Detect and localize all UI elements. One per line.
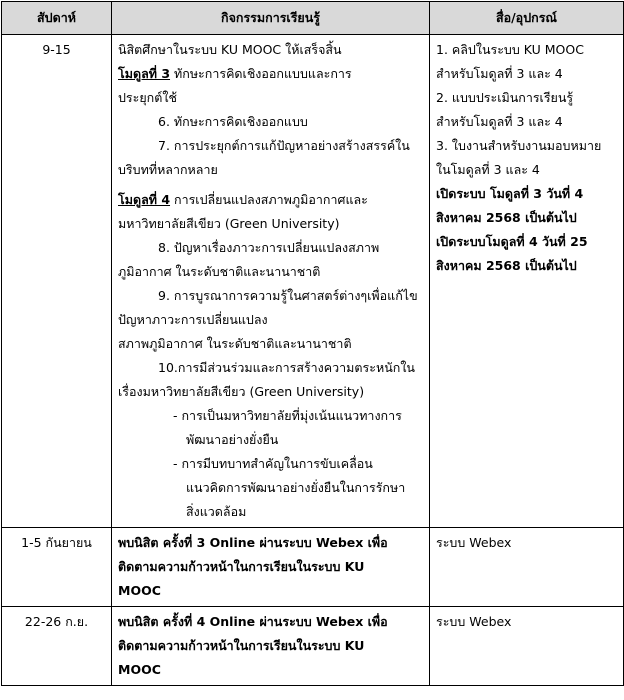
week-cell: 9-15 [2, 35, 112, 528]
media-line: สำหรับโมดูลที่ 3 และ 4 [436, 114, 563, 129]
activity-line: 10.การมีส่วนร่วมและการสร้างความตระหนักใน [158, 360, 415, 375]
module-label: โมดูลที่ 3 [118, 66, 171, 81]
media-line: เปิดระบบโมดูลที่ 4 วันที่ 25 [436, 234, 588, 249]
module-label: โมดูลที่ 4 [118, 192, 171, 207]
media-cell: ระบบ Webex [430, 607, 624, 686]
activity-cell [112, 607, 430, 686]
header-activity: กิจกรรมการเรียนรู้ [112, 2, 430, 35]
activity-line: ติดตามความก้าวหน้าในการเรียนในระบบ KU [118, 638, 365, 653]
activity-line [118, 62, 423, 86]
media-line: 3. ใบงานสำหรับงานมอบหมาย [436, 138, 602, 153]
header-week: สัปดาห์ [2, 2, 112, 35]
activity-line: พัฒนาอย่างยั่งยืน [186, 432, 279, 447]
activity-line: เรื่องมหาวิทยาลัยสีเขียว (Green University) [118, 384, 365, 399]
activity-line: สิ่งแวดล้อม [186, 504, 247, 519]
media-cell: ระบบ Webex [430, 528, 624, 607]
activity-line: ประยุกต์ใช้ [118, 90, 177, 105]
media-line: สำหรับโมดูลที่ 3 และ 4 [436, 66, 563, 81]
activity-line: พบนิสิต ครั้งที่ 4 Online ผ่านระบบ Webex เพื่อ [118, 614, 388, 629]
table-row [2, 35, 624, 528]
activity-line: 9. การบูรณาการความรู้ในศาสตร์ต่างๆเพื่อแก้ไข [158, 288, 418, 303]
week-cell: 1-5 กันยายน [2, 528, 112, 607]
activity-line: บริบทที่หลากหลาย [118, 162, 218, 177]
week-cell: 22-26 ก.ย. [2, 607, 112, 686]
activity-line: พบนิสิต ครั้งที่ 3 Online ผ่านระบบ Webex เพื่อ [118, 535, 388, 550]
activity-line: 8. ปัญหาเรื่องภาวะการเปลี่ยนแปลงสภาพ [158, 240, 380, 255]
activity-line [118, 188, 423, 212]
activity-line: ภูมิอากาศ ในระดับชาติและนานาชาติ [118, 264, 321, 279]
header-media: สื่อ/อุปกรณ์ [430, 2, 624, 35]
activity-line: นิสิตศึกษาในระบบ KU MOOC ให้เสร็จสิ้น [118, 42, 342, 57]
activity-cell [112, 35, 430, 528]
module-title: ทักษะการคิดเชิงออกแบบและการ [170, 66, 352, 81]
media-cell [430, 35, 624, 528]
activity-line: - การเป็นมหาวิทยาลัยที่มุ่งเน้นแนวทางการ [173, 408, 402, 423]
activity-line: ติดตามความก้าวหน้าในการเรียนในระบบ KU [118, 559, 365, 574]
activity-line: - การมีบทบาทสำคัญในการขับเคลื่อน [173, 456, 373, 471]
table-row [2, 528, 624, 607]
activity-cell [112, 528, 430, 607]
activity-line: 7. การประยุกต์การแก้ปัญหาอย่างสร้างสรรค์ใน [158, 138, 410, 153]
activity-line: แนวคิดการพัฒนาอย่างยั่งยืนในการรักษา [186, 480, 406, 495]
media-line: เปิดระบบ โมดูลที่ 3 วันที่ 4 [436, 186, 584, 201]
media-line: สิงหาคม 2568 เป็นต้นไป [436, 258, 577, 273]
activity-line: 6. ทักษะการคิดเชิงออกแบบ [158, 114, 308, 129]
media-line: สิงหาคม 2568 เป็นต้นไป [436, 210, 577, 225]
activity-line: MOOC [118, 662, 161, 677]
media-line: 2. แบบประเมินการเรียนรู้ [436, 90, 574, 105]
activity-line: มหาวิทยาลัยสีเขียว (Green University) [118, 216, 340, 231]
table-row [2, 607, 624, 686]
activity-line: ปัญหาภาวะการเปลี่ยนแปลง [118, 312, 268, 327]
activity-line: สภาพภูมิอากาศ ในระดับชาติและนานาชาติ [118, 336, 352, 351]
schedule-table [1, 1, 624, 686]
module-title: การเปลี่ยนแปลงสภาพภูมิอากาศและ [170, 192, 368, 207]
header-row [2, 2, 624, 35]
media-line: ในโมดูลที่ 3 และ 4 [436, 162, 540, 177]
media-line: 1. คลิปในระบบ KU MOOC [436, 42, 584, 57]
activity-line: MOOC [118, 583, 161, 598]
